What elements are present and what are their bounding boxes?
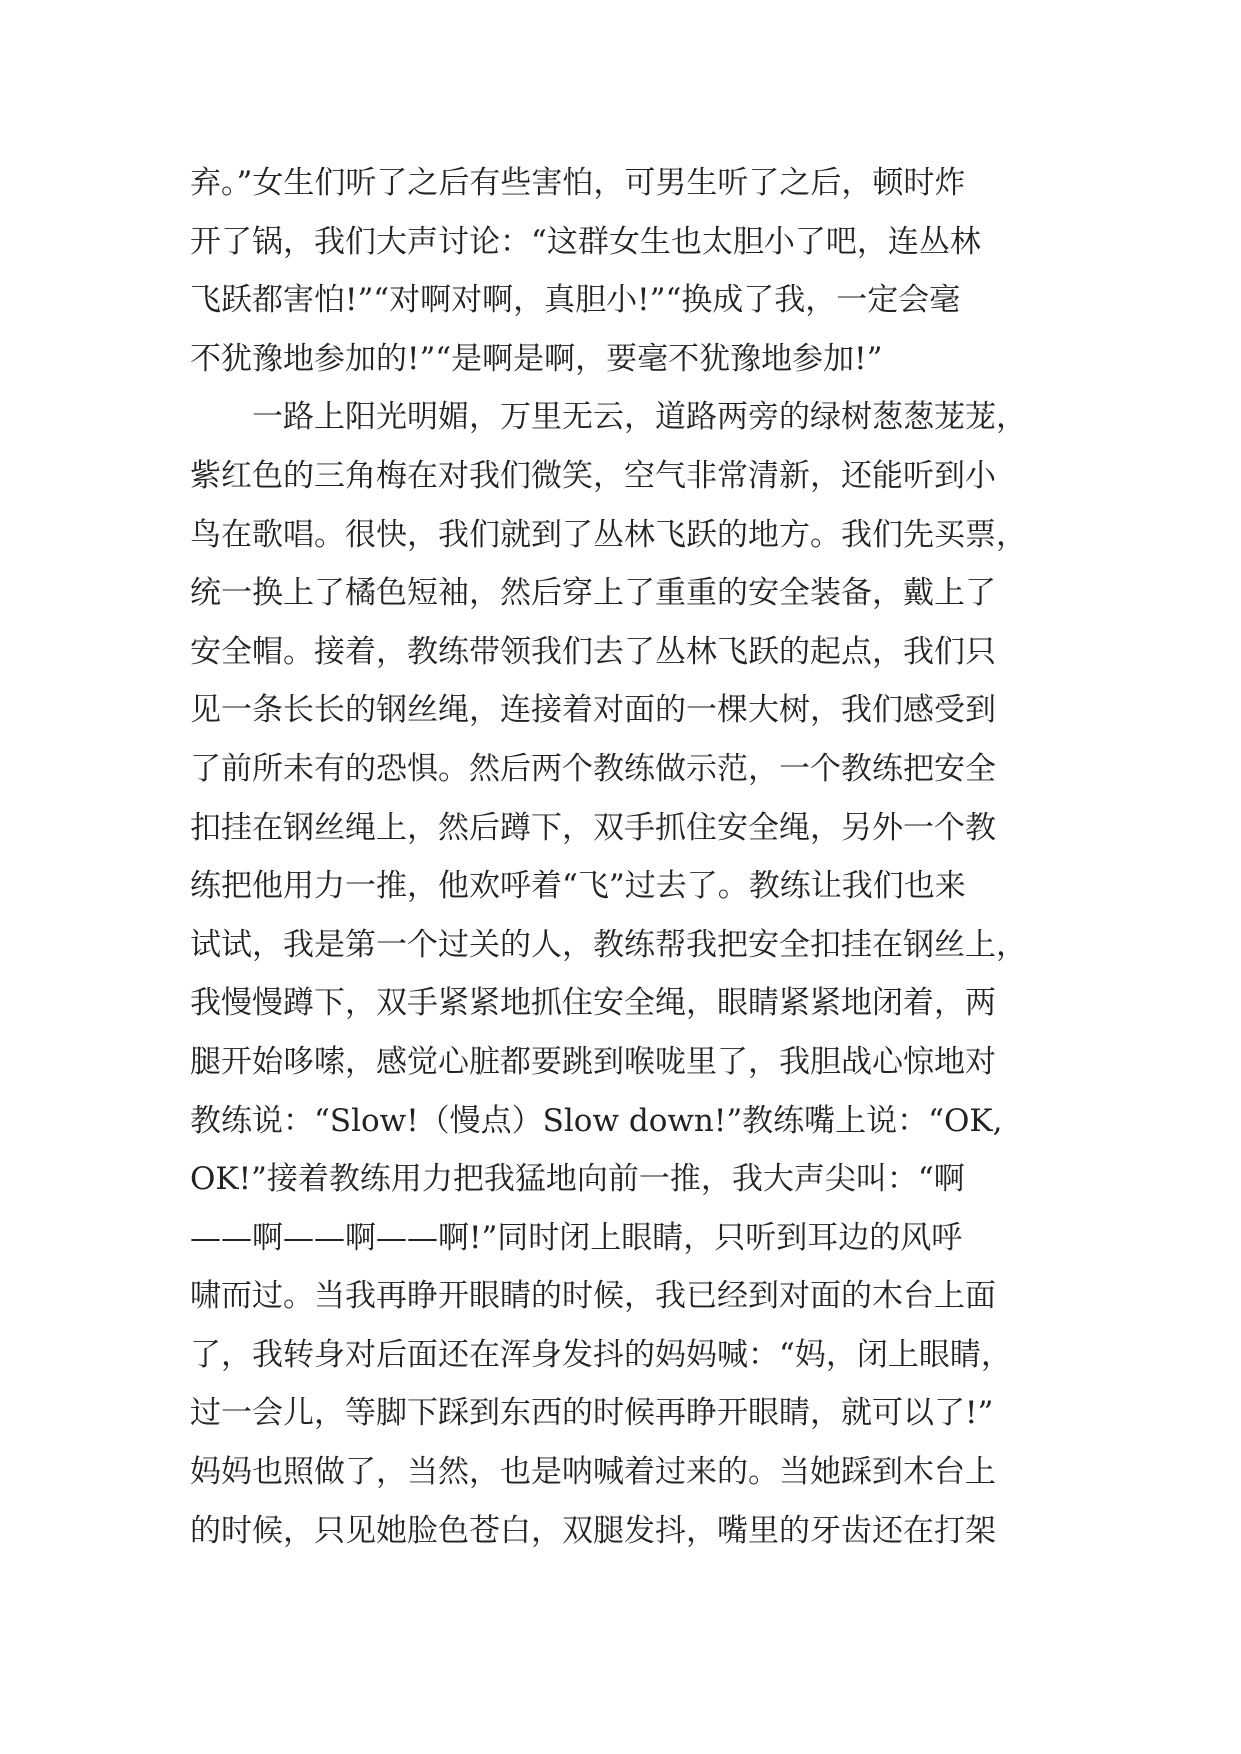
text-line-3: 飞跃都害怕!”“对啊对啊，真胆小!”“换成了我，一定会毫 — [190, 282, 961, 319]
text-line-21: 了，我转身对后面还在浑身发抖的妈妈喊：“妈，闭上眼睛， — [190, 1336, 1012, 1373]
text-line-16: 腿开始哆嗦，感觉心脏都要跳到喉咙里了，我胆战心惊地对 — [190, 1043, 996, 1080]
text-line-11: 了前所未有的恐惧。然后两个教练做示范，一个教练把安全 — [190, 750, 996, 787]
text-line-24: 的时候，只见她脸色苍白，双腿发抖，嘴里的牙齿还在打架 — [190, 1512, 996, 1549]
text-line-12: 扣挂在钢丝绳上，然后蹲下，双手抓住安全绳，另外一个教 — [190, 809, 996, 846]
body-text — [190, 154, 1060, 1560]
text-line-20: 啸而过。当我再睁开眼睛的时候，我已经到对面的木台上面 — [190, 1278, 996, 1315]
text-line-4: 不犹豫地参加的!”“是啊是啊，要毫不犹豫地参加!” — [190, 340, 883, 377]
text-line-9: 安全帽。接着，教练带领我们去了丛林飞跃的起点，我们只 — [190, 633, 996, 670]
text-line-14: 试试，我是第一个过关的人，教练帮我把安全扣挂在钢丝上， — [190, 926, 1027, 963]
text-line-18: OK!”接着教练用力把我猛地向前一推，我大声尖叫：“啊 — [190, 1161, 965, 1198]
text-line-8: 统一换上了橘色短袖，然后穿上了重重的安全装备，戴上了 — [190, 575, 996, 612]
text-line-5: 一路上阳光明媚，万里无云，道路两旁的绿树葱葱茏茏， — [190, 399, 1027, 436]
text-line-7: 鸟在歌唱。很快，我们就到了丛林飞跃的地方。我们先买票， — [190, 516, 1027, 553]
text-line-17: 教练说：“Slow!（慢点）Slow down!”教练嘴上说：“OK, — [190, 1102, 1003, 1139]
text-line-15: 我慢慢蹲下，双手紧紧地抓住安全绳，眼睛紧紧地闭着，两 — [190, 985, 996, 1022]
text-line-23: 妈妈也照做了，当然，也是呐喊着过来的。当她踩到木台上 — [190, 1454, 996, 1491]
text-line-6: 紫红色的三角梅在对我们微笑，空气非常清新，还能听到小 — [190, 457, 996, 494]
text-line-13: 练把他用力一推，他欢呼着“飞”过去了。教练让我们也来 — [190, 868, 966, 905]
text-line-19: ——啊——啊——啊!”同时闭上眼睛，只听到耳边的风呼 — [190, 1219, 963, 1256]
text-line-1: 弃。”女生们听了之后有些害怕，可男生听了之后，顿时炸 — [190, 165, 966, 201]
text-line-22: 过一会儿，等脚下踩到东西的时候再睁开眼睛，就可以了!” — [190, 1395, 994, 1432]
text-line-2: 开了锅，我们大声讨论：“这群女生也太胆小了吧，连丛林 — [190, 223, 981, 260]
text-line-10: 见一条长长的钢丝绳，连接着对面的一棵大树，我们感受到 — [190, 692, 996, 729]
